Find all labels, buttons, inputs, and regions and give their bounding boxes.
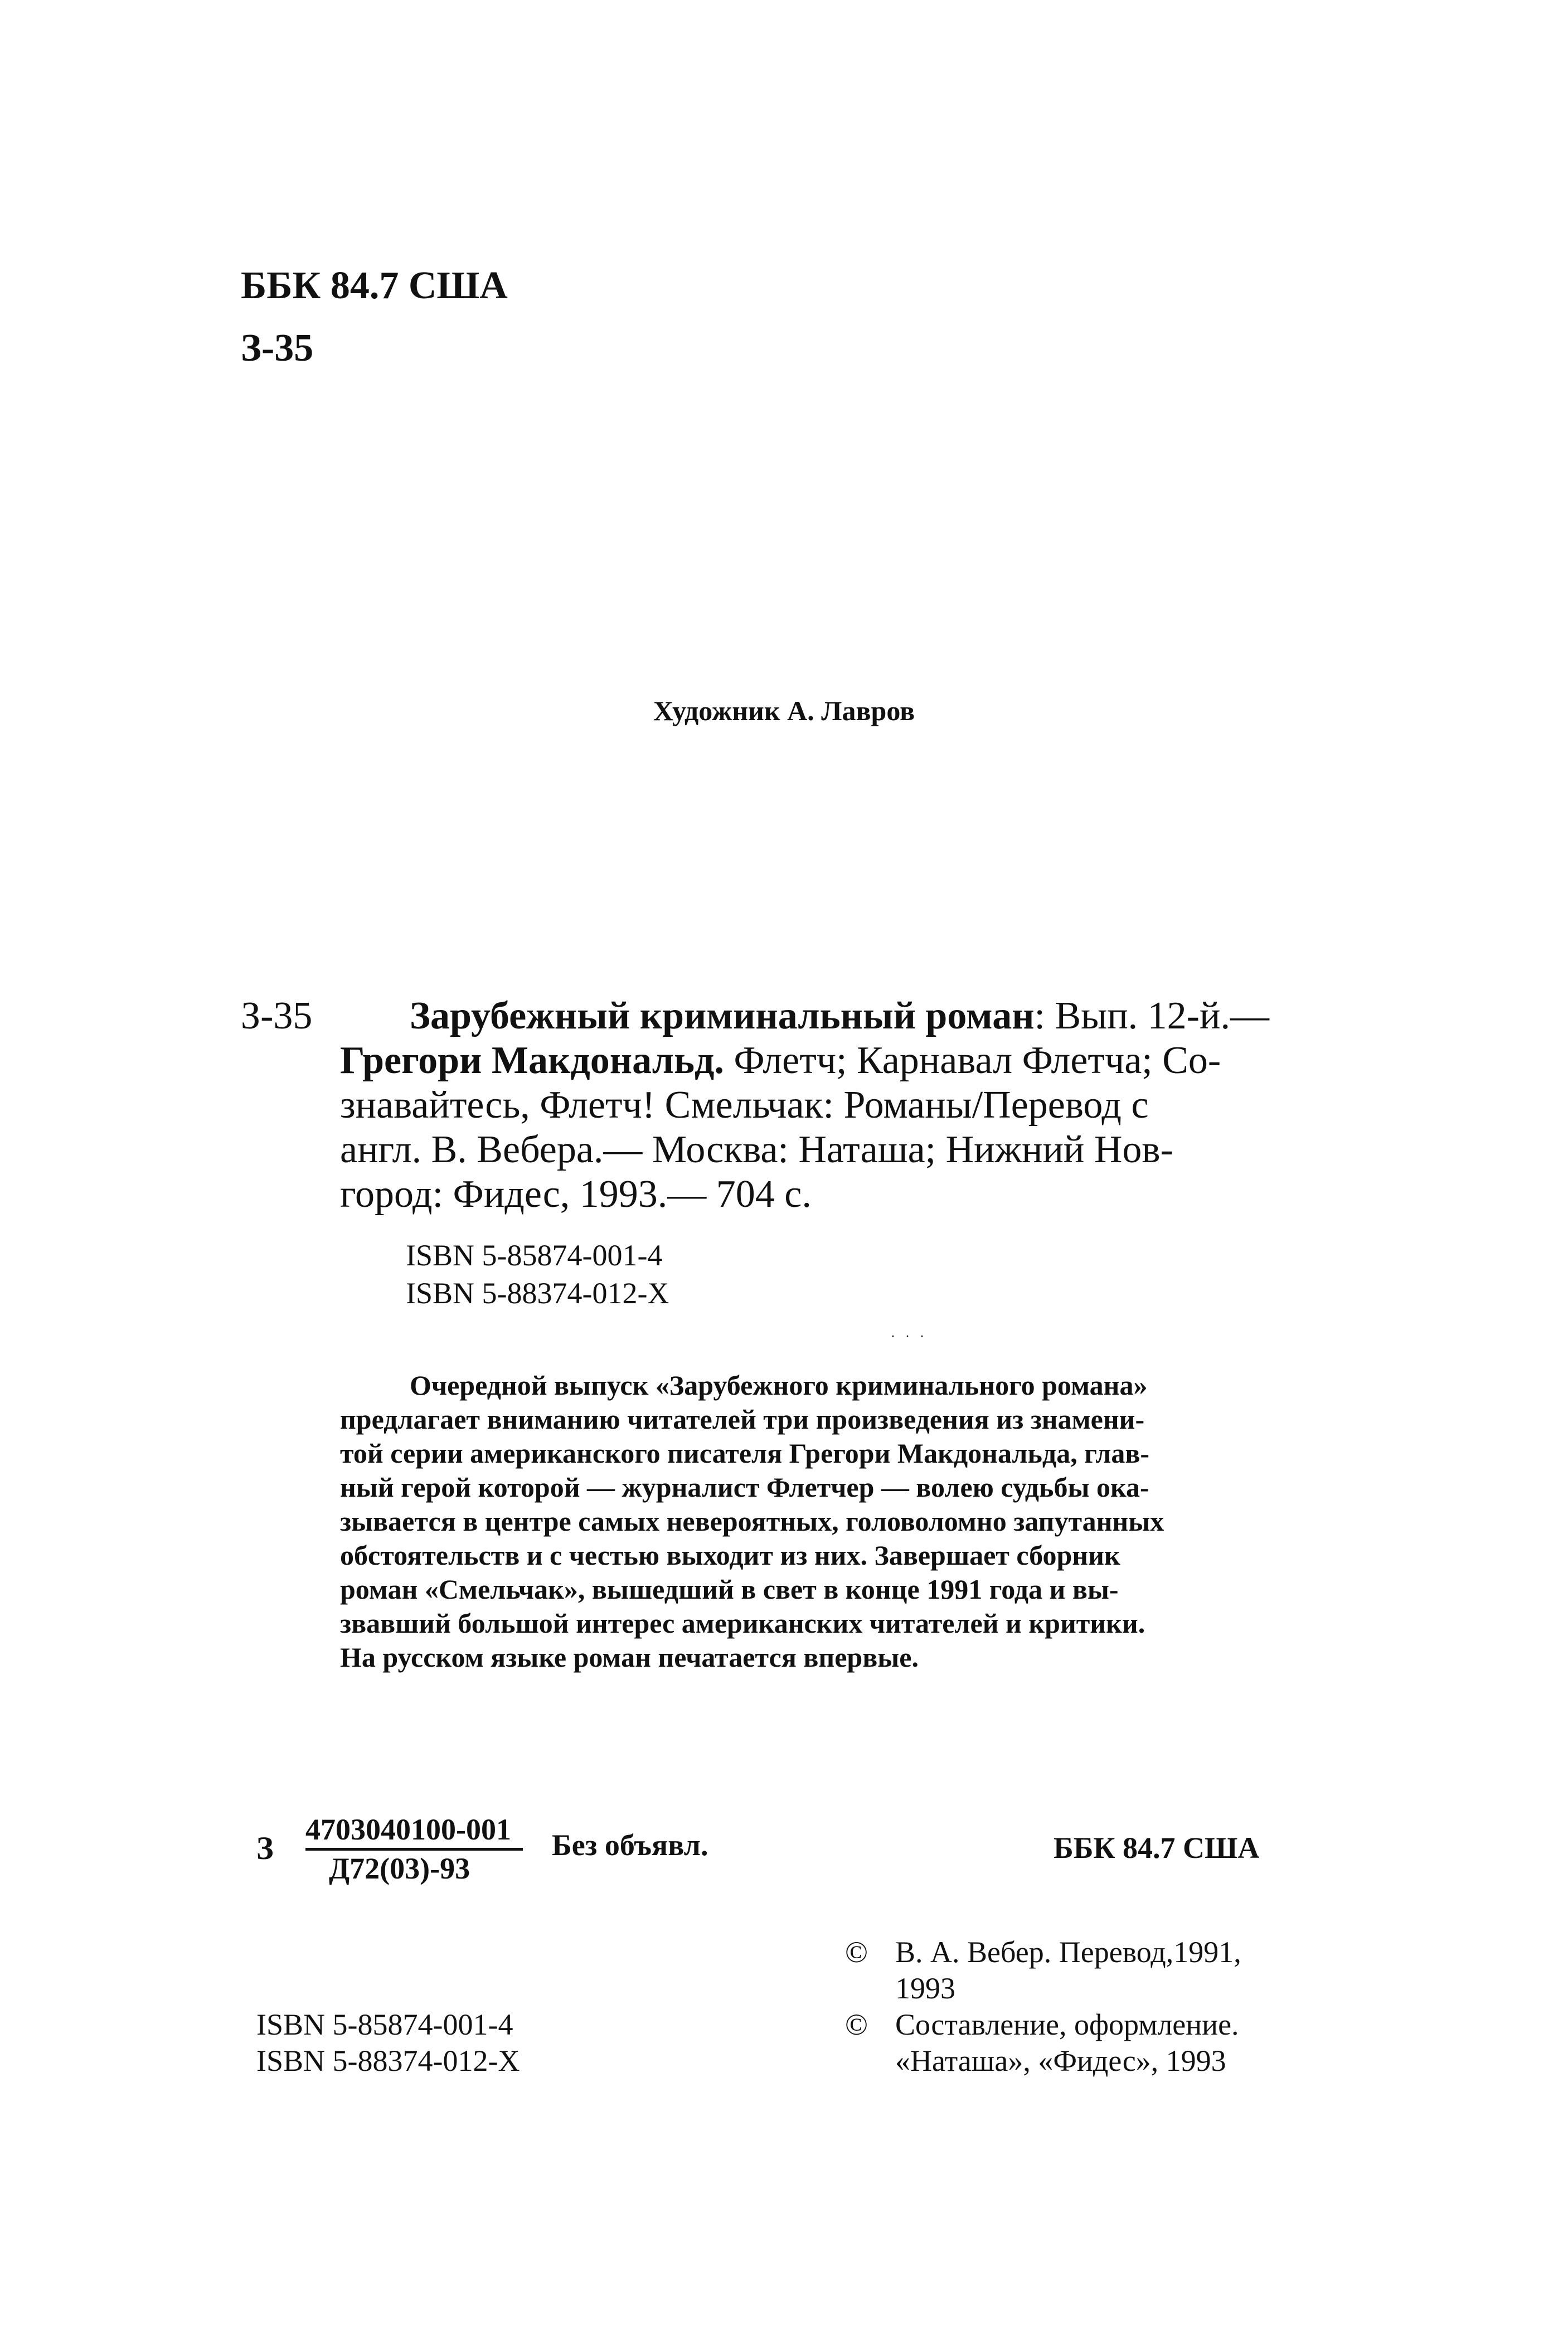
fraction-bar <box>305 1848 523 1851</box>
copyright-translation-years: 1993 <box>895 1972 955 2005</box>
copyright-icon: © <box>845 1935 868 1969</box>
isbn-entry-1: ISBN 5-85874-001-4 <box>406 1239 663 1272</box>
isbn-bottom-2: ISBN 5-88374-012-X <box>256 2044 520 2078</box>
catalog-author: Грегори Макдональд. <box>340 1039 724 1082</box>
abstract-line-1: Очередной выпуск «Зарубежного криминального романа» <box>410 1370 1148 1401</box>
imprint-denominator: Д72(03)-93 <box>329 1852 470 1885</box>
imprint-letter: З <box>256 1830 274 1866</box>
copyright-translation-text: В. А. Вебер. Перевод,1991, <box>895 1935 1241 1969</box>
abstract-line-3: той серии американского писателя Грегори Макдональда, глав- <box>340 1438 1150 1469</box>
abstract-line-8: звавший большой интерес американских читателей и критики. <box>340 1608 1145 1639</box>
catalog-entry-code: З-35 <box>241 994 313 1037</box>
abstract-line-9: На русском языке роман печатается впервые. <box>340 1642 919 1673</box>
abstract-line-5: зывается в центре самых невероятных, головоломно запутанных <box>340 1506 1164 1537</box>
abstract-line-6: обстоятельств и с честью выходит из них. Завершает сборник <box>340 1540 1120 1571</box>
abstract-line-7: роман «Смельчак», вышедший в свет в конце 1991 года и вы- <box>340 1574 1119 1605</box>
copyright-translation <box>845 1937 1241 1967</box>
catalog-series-title: Зарубежный криминальный роман <box>410 994 1035 1037</box>
abstract-line-2: предлагает вниманию читателей три произведения из знамени- <box>340 1404 1145 1435</box>
imprint-index-fraction <box>256 1814 535 1887</box>
bbk-classification-bottom: ББК 84.7 США <box>1054 1831 1260 1865</box>
print-specks: · · · <box>891 1329 928 1344</box>
copyright-compilation <box>845 2010 1239 2040</box>
catalog-entry-line-5: город: Фидес, 1993.— 704 с. <box>340 1173 812 1216</box>
isbn-entry-2: ISBN 5-88374-012-X <box>406 1276 669 1310</box>
imprint-numerator: 4703040100-001 <box>305 1813 511 1846</box>
bbk-classification-top: ББК 84.7 США <box>241 264 508 307</box>
catalog-works: Флетч; Карнавал Флетча; Со- <box>724 1039 1221 1082</box>
copyright-publishers: «Наташа», «Фидес», 1993 <box>895 2044 1226 2078</box>
catalog-entry-line-4: англ. В. Вебера.— Москва: Наташа; Нижний Нов- <box>340 1128 1173 1171</box>
catalog-issue: : Вып. 12-й.— <box>1034 994 1269 1037</box>
catalog-entry-line-3: знавайтесь, Флетч! Смельчак: Романы/Перевод с <box>340 1084 1149 1127</box>
artist-credit: Художник А. Лавров <box>653 695 915 726</box>
copyright-icon: © <box>845 2008 868 2041</box>
catalog-entry-line-2 <box>340 1041 1221 1080</box>
no-announcement-note: Без объявл. <box>552 1828 708 1862</box>
isbn-bottom-1: ISBN 5-85874-001-4 <box>256 2008 513 2041</box>
abstract-line-4: ный герой которой — журналист Флетчер — волею судьбы ока- <box>340 1472 1149 1503</box>
catalog-entry-line-1 <box>410 994 1269 1037</box>
copyright-compilation-text: Составление, оформление. <box>895 2008 1239 2041</box>
author-code-top: З-35 <box>241 327 314 370</box>
